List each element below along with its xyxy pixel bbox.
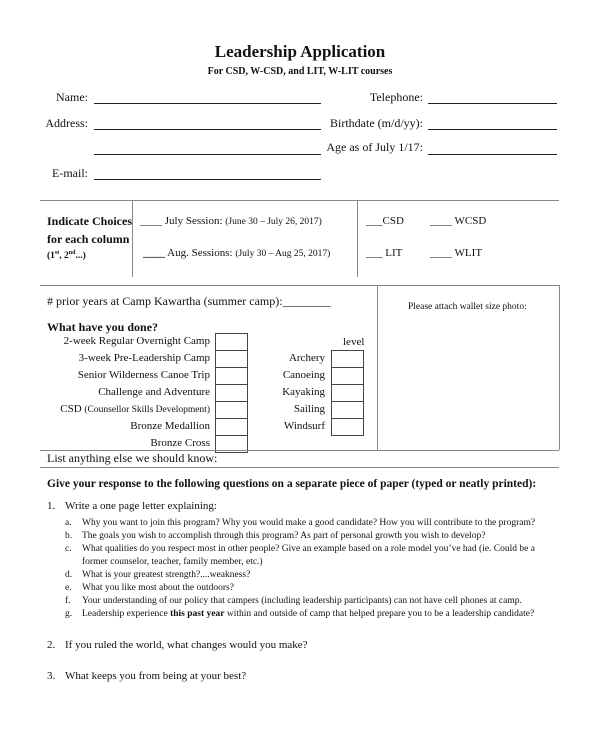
activity-label: Bronze Cross [150, 437, 210, 449]
q1g-bold: this past year [170, 609, 225, 619]
address-field-line2[interactable] [94, 154, 321, 155]
lit-choice[interactable]: ___ LIT [366, 247, 403, 259]
q1-text: Write a one page letter explaining: [65, 500, 217, 512]
divider-bottom [40, 467, 559, 468]
q1g-letter: g. [65, 609, 73, 619]
q1c-text-cont: former counselor, teacher, family member, etc.) [82, 557, 263, 567]
address-field-line1[interactable] [94, 129, 321, 130]
page-subtitle: For CSD, W-CSD, and LIT, W-LIT courses [207, 66, 393, 77]
divider-right-edge [559, 285, 560, 450]
photo-note: Please attach wallet size photo: [408, 302, 527, 312]
aug-session-row [143, 247, 330, 259]
q1e-letter: e. [65, 583, 72, 593]
q2-text: If you ruled the world, what changes would you make? [65, 639, 308, 651]
age-label: Age as of July 1/17: [326, 140, 423, 154]
q1-number: 1. [47, 500, 56, 512]
indicate-choices-line3: (1st, 2nd...) [47, 250, 86, 262]
prior-years-label[interactable]: # prior years at Camp Kawartha (summer camp):________ [47, 294, 331, 308]
activity-label: Senior Wilderness Canoe Trip [77, 369, 210, 381]
q1c-letter: c. [65, 544, 72, 554]
what-have-you-done: What have you done? [47, 320, 159, 334]
q3-number: 3. [47, 670, 56, 682]
q1e-text: What you like most about the outdoors? [82, 583, 234, 593]
q1g-post: within and outside of camp that helped prepare you to be a leadership candidate? [224, 609, 535, 619]
instructions: Give your response to the following questions on a separate piece of paper (typed or neatly printed): [47, 478, 537, 490]
skill-level-box[interactable] [331, 401, 364, 419]
july-session-blank[interactable]: ____ [140, 215, 162, 227]
q1d-letter: d. [65, 570, 73, 580]
skill-level-box[interactable] [331, 418, 364, 436]
q1d-text: What is your greatest strength?....weakness? [82, 570, 251, 580]
q1a-text: Why you want to join this program? Why you would make a good candidate? How you will contribute to the program? [82, 518, 536, 528]
wlit-choice[interactable]: ____ WLIT [430, 247, 483, 259]
activity-checkbox[interactable] [215, 418, 248, 436]
activity-checkbox[interactable] [215, 367, 248, 385]
activity-checkbox[interactable] [215, 333, 248, 351]
skill-level-box[interactable] [331, 350, 364, 368]
q1b-text: The goals you wish to accomplish through this program? As part of personal growth you wish to develop? [82, 531, 486, 541]
name-field[interactable] [94, 103, 321, 104]
birthdate-field[interactable] [428, 129, 557, 130]
age-field[interactable] [428, 154, 557, 155]
skill-level-box[interactable] [331, 384, 364, 402]
indicate-choices-line2: for each column [47, 232, 130, 246]
activity-label: 2-week Regular Overnight Camp [63, 335, 210, 347]
csd-note: (Counsellor Skills Development) [84, 405, 210, 415]
activity-label: Bronze Medallion [130, 420, 210, 432]
skill-label: Sailing [293, 403, 325, 415]
divider-choices-left [132, 200, 133, 277]
q1b-letter: b. [65, 531, 73, 541]
skill-label: Kayaking [282, 386, 325, 398]
email-label: E-mail: [52, 166, 88, 180]
level-header: level [343, 336, 365, 348]
list-else-label: List anything else we should know: [47, 451, 218, 465]
activity-label: Challenge and Adventure [98, 386, 210, 398]
aug-session-label: Aug. Sessions: [167, 247, 233, 259]
activity-checkbox[interactable] [215, 384, 248, 402]
activity-label-csd [30, 403, 210, 415]
q3-text: What keeps you from being at your best? [65, 670, 247, 682]
divider-photo [377, 285, 378, 450]
skill-label: Archery [288, 352, 325, 364]
divider-choices-right [357, 200, 358, 277]
q2-number: 2. [47, 639, 56, 651]
q1c-text: What qualities do you respect most in other people? Give an example based on a role model you’ve had (ie. Could be a [82, 544, 535, 554]
telephone-field[interactable] [428, 103, 557, 104]
q1f-letter: f. [65, 596, 71, 606]
activity-label: 3-week Pre-Leadership Camp [78, 352, 210, 364]
telephone-label: Telephone: [369, 90, 423, 104]
activity-checkbox[interactable] [215, 401, 248, 419]
aug-session-dates: (July 30 – Aug 25, 2017) [235, 249, 331, 259]
divider-top [40, 200, 559, 201]
wcsd-choice[interactable]: ____ WCSD [430, 215, 487, 227]
activity-checkbox[interactable] [215, 350, 248, 368]
divider-mid [40, 285, 559, 286]
indicate-choices-line1: Indicate Choices [47, 214, 132, 228]
july-session-row [140, 215, 322, 227]
name-label: Name: [56, 90, 88, 104]
skill-label: Canoeing [282, 369, 325, 381]
aug-session-blank[interactable]: ____ [143, 247, 165, 259]
skill-label: Windsurf [283, 420, 325, 432]
q1f-text: Your understanding of our policy that campers (including leadership participants) can not have cell phones at camp. [82, 596, 522, 606]
skill-level-box[interactable] [331, 367, 364, 385]
birthdate-label: Birthdate (m/d/yy): [330, 116, 423, 130]
q1g-text [82, 609, 534, 619]
email-field[interactable] [94, 179, 321, 180]
csd-choice[interactable]: ___CSD [366, 215, 404, 227]
july-session-label: July Session: [164, 215, 223, 227]
csd-text: CSD [60, 403, 82, 415]
page-title: Leadership Application [214, 42, 386, 61]
address-label: Address: [45, 116, 88, 130]
q1a-letter: a. [65, 518, 72, 528]
q1g-pre: Leadership experience [82, 609, 171, 619]
july-session-dates: (June 30 – July 26, 2017) [225, 217, 322, 227]
